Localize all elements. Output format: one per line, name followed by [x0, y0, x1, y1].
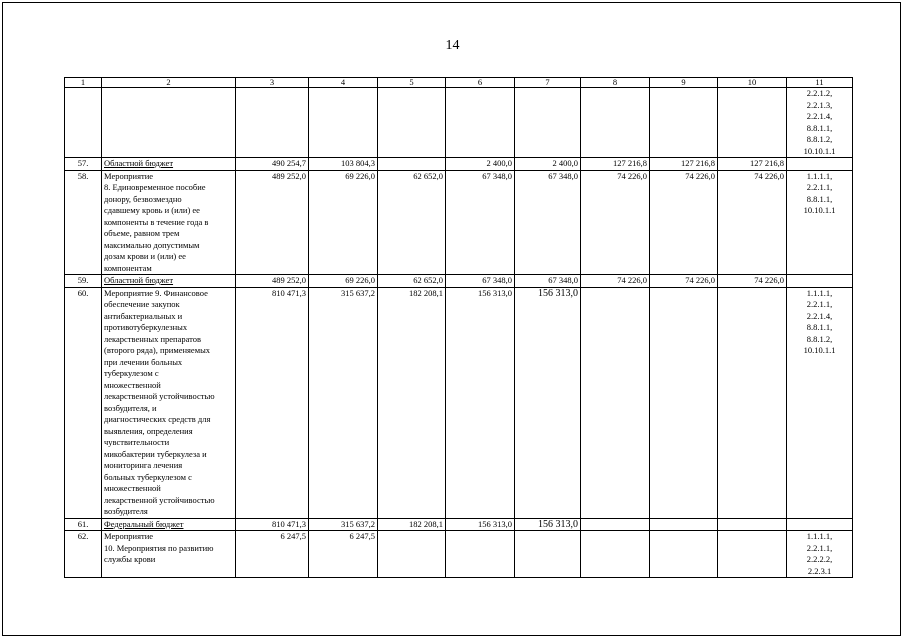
- cell-value: 2 400,0: [446, 158, 515, 171]
- column-header: 8: [581, 78, 650, 88]
- cell-value: [446, 531, 515, 578]
- cell-total: 810 471,3: [236, 287, 309, 518]
- cell-value: 315 637,2: [309, 518, 378, 531]
- column-header: 4: [309, 78, 378, 88]
- target-codes: [787, 158, 853, 171]
- column-header: 10: [718, 78, 787, 88]
- cell-value: [581, 518, 650, 531]
- cell-value: 67 348,0: [446, 275, 515, 288]
- table-row: [65, 170, 853, 275]
- target-codes: 1.1.1.1, 2.2.1.1, 8.8.1.1, 10.10.1.1: [787, 170, 853, 275]
- cell-value: 127 216,8: [581, 158, 650, 171]
- cell-value: [650, 531, 718, 578]
- target-codes: [787, 275, 853, 288]
- cell-total: 810 471,3: [236, 518, 309, 531]
- cell-value: 67 348,0: [446, 170, 515, 275]
- column-header: 11: [787, 78, 853, 88]
- cell-total: 490 254,7: [236, 158, 309, 171]
- cell-value: 127 216,8: [650, 158, 718, 171]
- cell-value: 2 400,0: [515, 158, 581, 171]
- cell-value: 103 804,3: [309, 158, 378, 171]
- cell-value: [378, 158, 446, 171]
- page-number: 14: [445, 38, 460, 53]
- cell-value: 74 226,0: [650, 275, 718, 288]
- cell-value: 74 226,0: [650, 170, 718, 275]
- cell-value: [718, 518, 787, 531]
- row-number: 60.: [65, 287, 102, 518]
- cell-value: 182 208,1: [378, 287, 446, 518]
- target-codes: 2.2.1.2, 2.2.1.3, 2.2.1.4, 8.8.1.1, 8.8.1.2, 10.10.1.1: [787, 88, 853, 158]
- row-name: Мероприятие 9. Финансовое обеспечение закупок антибактериальных и противотуберкулезных лекарственных препаратов (второго ряда), применяемых при лечении больных туберкулезом с множественной лекарственной устойчивостью возбудителя, и диагностических средств для выявления, определения чувствительности микобактерии туберкулеза и мониторинга лечения больных туберкулезом с множественной лекарственной устойчивостью возбудителя: [102, 287, 236, 518]
- column-header: 7: [515, 78, 581, 88]
- column-header: 9: [650, 78, 718, 88]
- row-number: 62.: [65, 531, 102, 578]
- row-name: Областной бюджет: [102, 275, 236, 288]
- target-codes: 1.1.1.1, 2.2.1.1, 2.2.2.2, 2.2.3.1: [787, 531, 853, 578]
- cell-value: [581, 531, 650, 578]
- row-number: 61.: [65, 518, 102, 531]
- cell-value: 182 208,1: [378, 518, 446, 531]
- cell-value: 315 637,2: [309, 287, 378, 518]
- column-header: 2: [102, 78, 236, 88]
- table-row-continuation: [65, 88, 853, 158]
- column-header: 6: [446, 78, 515, 88]
- cell-value: 156 313,0: [446, 287, 515, 518]
- table-row: [65, 287, 853, 518]
- cell-value: 6 247,5: [309, 531, 378, 578]
- cell-value: [718, 287, 787, 518]
- target-codes: [787, 518, 853, 531]
- cell-total: 489 252,0: [236, 170, 309, 275]
- cell-value: [718, 531, 787, 578]
- cell-value: 156 313,0: [446, 518, 515, 531]
- table-header-row: [65, 78, 853, 88]
- target-codes: 1.1.1.1, 2.2.1.1, 2.2.1.4, 8.8.1.1, 8.8.1.2, 10.10.1.1: [787, 287, 853, 518]
- row-name: Федеральный бюджет: [102, 518, 236, 531]
- column-header: 1: [65, 78, 102, 88]
- row-name: Областной бюджет: [102, 158, 236, 171]
- table-row: [65, 275, 853, 288]
- cell-value: 67 348,0: [515, 275, 581, 288]
- row-number: 58.: [65, 170, 102, 275]
- cell-value: 74 226,0: [581, 275, 650, 288]
- cell-value: 156 313,0: [515, 518, 581, 531]
- table-row: [65, 518, 853, 531]
- cell-value: 69 226,0: [309, 275, 378, 288]
- cell-value: [581, 287, 650, 518]
- row-name: Мероприятие 8. Единовременное пособие донору, безвозмездно сдавшему кровь и (или) ее компоненты в течение года в объеме, равном трем максимально допустимым дозам крови и (или) ее компонентам: [102, 170, 236, 275]
- cell-value: 67 348,0: [515, 170, 581, 275]
- cell-total: 6 247,5: [236, 531, 309, 578]
- row-name: Мероприятие 10. Мероприятия по развитию службы крови: [102, 531, 236, 578]
- cell-value: 74 226,0: [718, 170, 787, 275]
- cell-value: [650, 287, 718, 518]
- table-row: [65, 531, 853, 578]
- cell-value: 62 652,0: [378, 170, 446, 275]
- cell-value: [515, 531, 581, 578]
- budget-table: [64, 77, 853, 578]
- table-row: [65, 158, 853, 171]
- row-number: 59.: [65, 275, 102, 288]
- cell-value: 156 313,0: [515, 287, 581, 518]
- cell-value: 74 226,0: [581, 170, 650, 275]
- cell-value: 69 226,0: [309, 170, 378, 275]
- row-number: 57.: [65, 158, 102, 171]
- cell-value: 127 216,8: [718, 158, 787, 171]
- cell-value: [378, 531, 446, 578]
- cell-value: 62 652,0: [378, 275, 446, 288]
- cell-total: 489 252,0: [236, 275, 309, 288]
- cell-value: [650, 518, 718, 531]
- cell-value: 74 226,0: [718, 275, 787, 288]
- column-header: 3: [236, 78, 309, 88]
- column-header: 5: [378, 78, 446, 88]
